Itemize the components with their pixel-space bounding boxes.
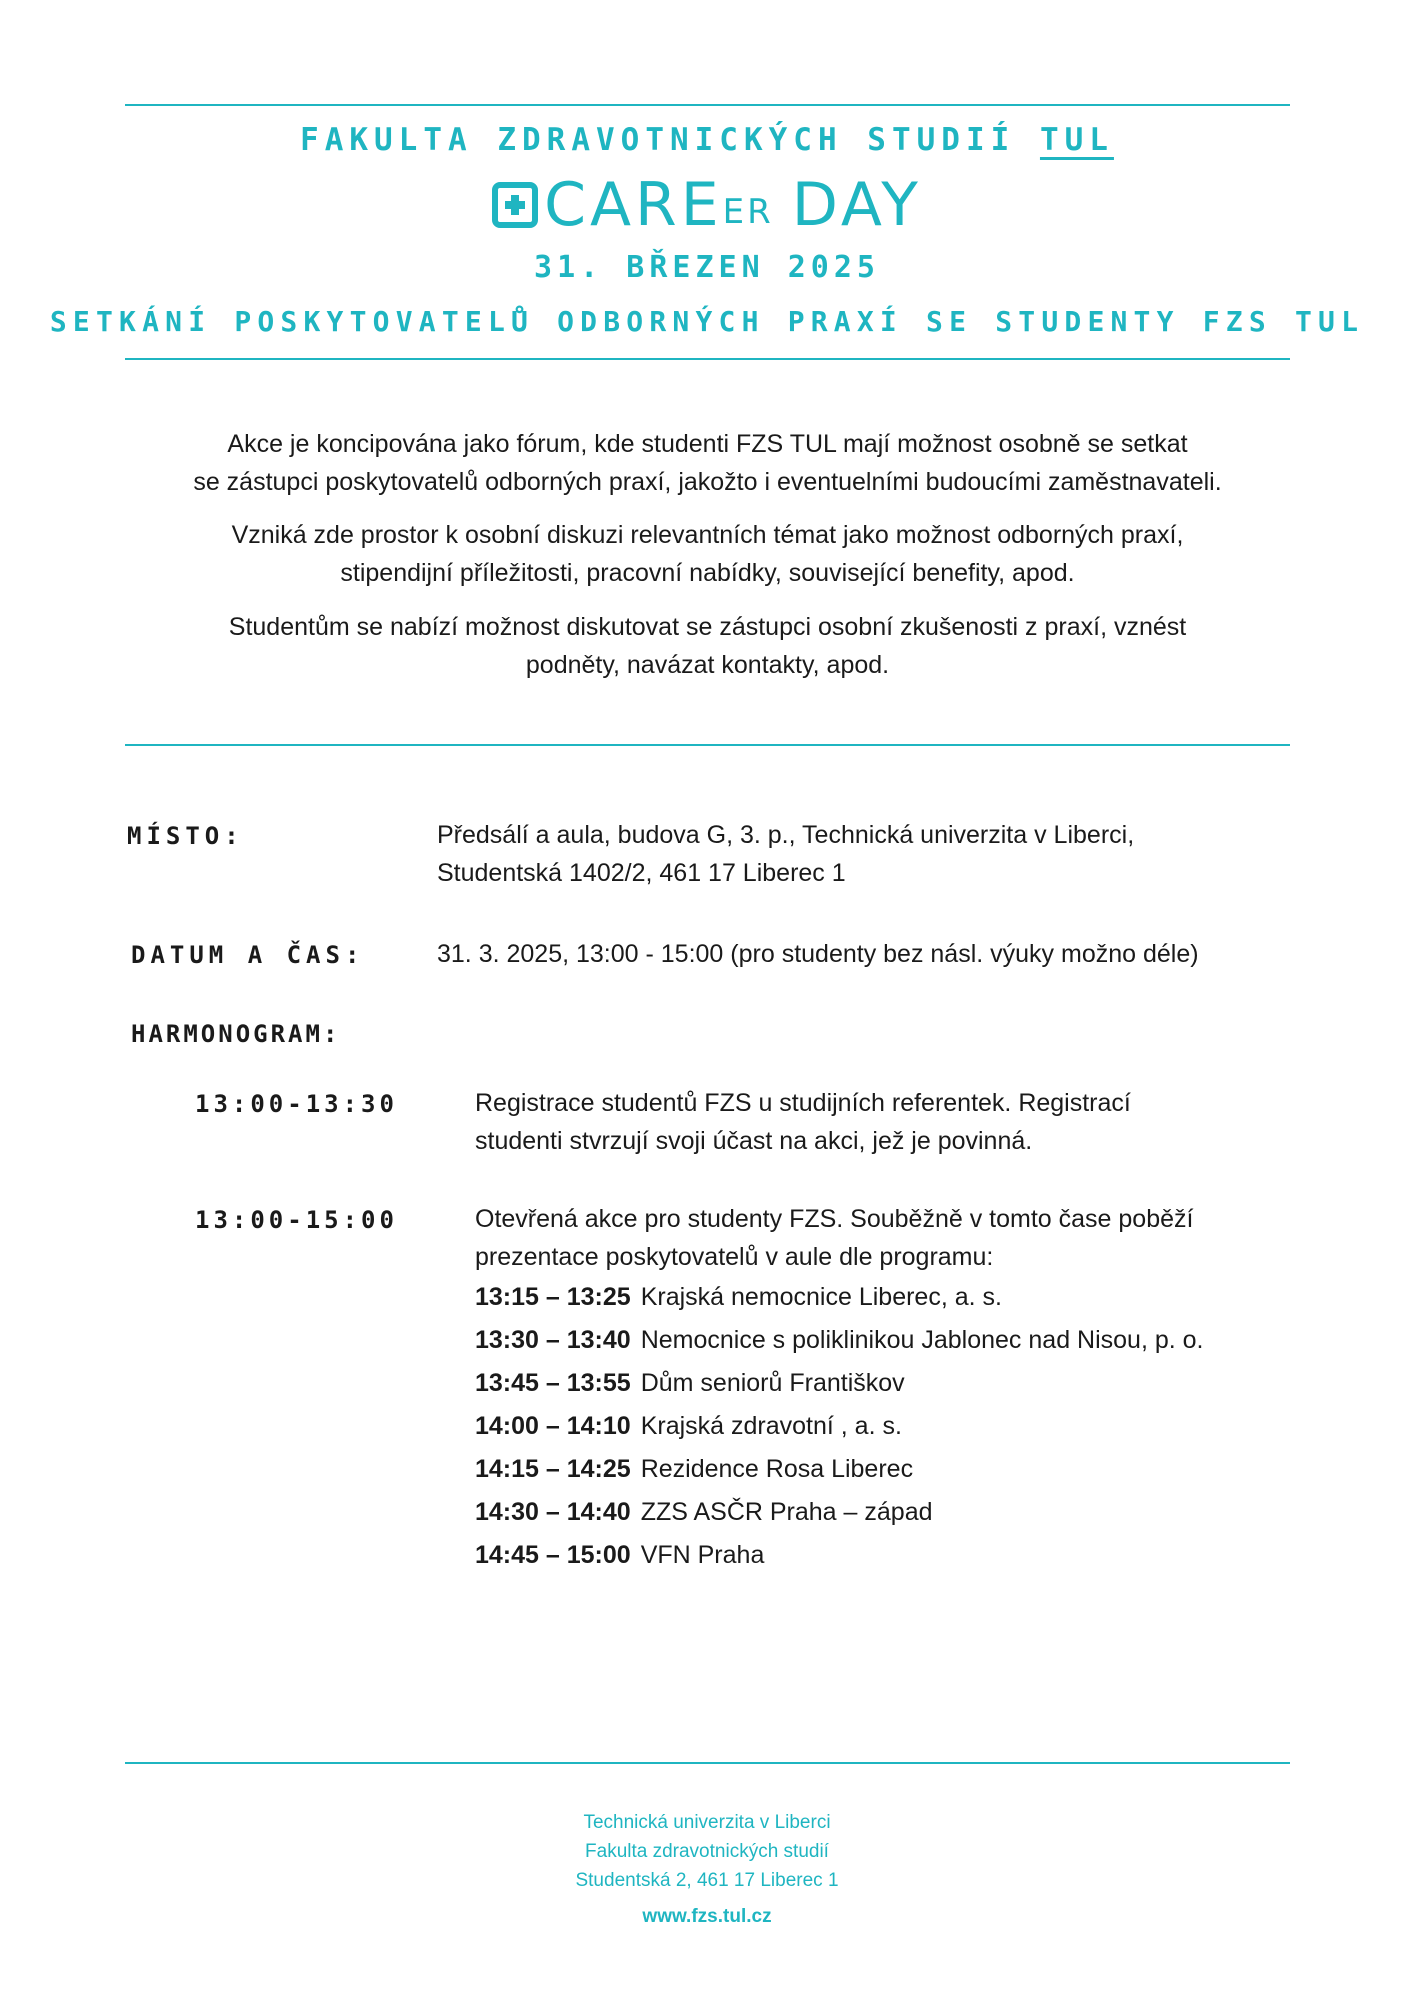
footer-top-rule	[125, 1762, 1290, 1764]
slot-time: 13:45 – 13:55	[475, 1369, 631, 1397]
footer-faculty: Fakulta zdravotnických studií	[585, 1841, 829, 1862]
slot-time: 14:30 – 14:40	[475, 1498, 631, 1526]
footer-university: Technická univerzita v Liberci	[583, 1812, 831, 1833]
intro-text: se zástupci poskytovatelů odborných praxí, jakožto i eventuelními budoucími zaměstnavateli.	[193, 468, 1222, 496]
slot-time: 13:15 – 13:25	[475, 1283, 631, 1311]
schedule-description	[475, 1200, 1193, 1276]
datetime-value: 31. 3. 2025, 13:00 - 15:00 (pro studenty bez násl. výuky možno déle)	[437, 940, 1199, 968]
intro-bottom-rule	[125, 744, 1290, 746]
presentation-slot	[475, 1541, 764, 1570]
slot-provider: Dům seniorů Františkov	[640, 1369, 905, 1397]
place-line: Předsálí a aula, budova G, 3. p., Technická univerzita v Liberci,	[437, 821, 1135, 849]
schedule-time: 13:00-15:00	[195, 1206, 398, 1234]
footer-website-link[interactable]: www.fzs.tul.cz	[642, 1906, 772, 1927]
place-line: Studentská 1402/2, 461 17 Liberec 1	[437, 859, 846, 887]
presentation-slot	[475, 1283, 1002, 1312]
intro-text: stipendijní příležitosti, pracovní nabídky, související benefity, apod.	[340, 559, 1075, 587]
schedule-description	[475, 1084, 1131, 1160]
slot-provider: VFN Praha	[640, 1541, 765, 1569]
faculty-name: FAKULTA ZDRAVOTNICKÝCH STUDIÍ	[300, 122, 1016, 158]
footer-address: Studentská 2, 461 17 Liberec 1	[575, 1870, 839, 1891]
top-rule	[125, 104, 1290, 106]
logo-care: CARE	[544, 170, 723, 240]
schedule-line: prezentace poskytovatelů v aule dle programu:	[475, 1243, 994, 1271]
slot-time: 14:15 – 14:25	[475, 1455, 631, 1483]
slot-time: 13:30 – 13:40	[475, 1326, 631, 1354]
presentation-slot	[475, 1498, 933, 1527]
logo-day: DAY	[791, 170, 922, 240]
intro-text: Studentům se nabízí možnost diskutovat se zástupci osobní zkušenosti z praxí, vznést	[228, 613, 1187, 641]
place-label: MÍSTO:	[127, 822, 244, 850]
presentation-slot	[475, 1455, 913, 1484]
slot-provider: Krajská nemocnice Liberec, a. s.	[640, 1283, 1002, 1311]
slot-provider: ZZS ASČR Praha – západ	[640, 1498, 933, 1526]
schedule-line: Otevřená akce pro studenty FZS. Souběžně v tomto čase poběží	[475, 1205, 1194, 1233]
schedule-line: studenti stvrzují svoji účast na akci, jež je povinná.	[475, 1127, 1033, 1155]
schedule-time: 13:00-13:30	[195, 1090, 398, 1118]
slot-time: 14:45 – 15:00	[475, 1541, 631, 1569]
datetime-label: DATUM A ČAS:	[131, 941, 365, 969]
slot-provider: Krajská zdravotní , a. s.	[640, 1412, 902, 1440]
intro-text: podněty, navázat kontakty, apod.	[525, 651, 890, 679]
presentation-slot	[475, 1369, 905, 1398]
place-value	[437, 816, 1134, 892]
intro-paragraph-3	[125, 608, 1290, 684]
intro-text: Akce je koncipována jako fórum, kde studenti FZS TUL mají možnost osobně se setkat	[227, 430, 1188, 458]
schedule-line: Registrace studentů FZS u studijních referentek. Registrací	[475, 1089, 1131, 1117]
careerday-logo	[0, 170, 1414, 240]
medical-cross-icon	[492, 182, 538, 228]
header-bottom-rule	[125, 358, 1290, 360]
presentation-slot	[475, 1326, 1204, 1355]
logo-er: ER	[722, 192, 774, 232]
presentation-slot	[475, 1412, 902, 1441]
schedule-label: HARMONOGRAM:	[131, 1020, 341, 1048]
slot-time: 14:00 – 14:10	[475, 1412, 631, 1440]
slot-provider: Nemocnice s poliklinikou Jablonec nad Nisou, p. o.	[640, 1326, 1204, 1354]
event-date: 31. BŘEZEN 2025	[534, 250, 880, 285]
intro-paragraph-1	[125, 425, 1290, 501]
faculty-tul: TUL	[1039, 122, 1114, 158]
intro-text: Vzniká zde prostor k osobní diskuzi relevantních témat jako možnost odborných praxí,	[231, 521, 1184, 549]
event-subtitle: SETKÁNÍ POSKYTOVATELŮ ODBORNÝCH PRAXÍ SE STUDENTY FZS TUL	[49, 305, 1365, 338]
faculty-title	[0, 122, 1414, 158]
intro-paragraph-2	[125, 516, 1290, 592]
slot-provider: Rezidence Rosa Liberec	[640, 1455, 914, 1483]
